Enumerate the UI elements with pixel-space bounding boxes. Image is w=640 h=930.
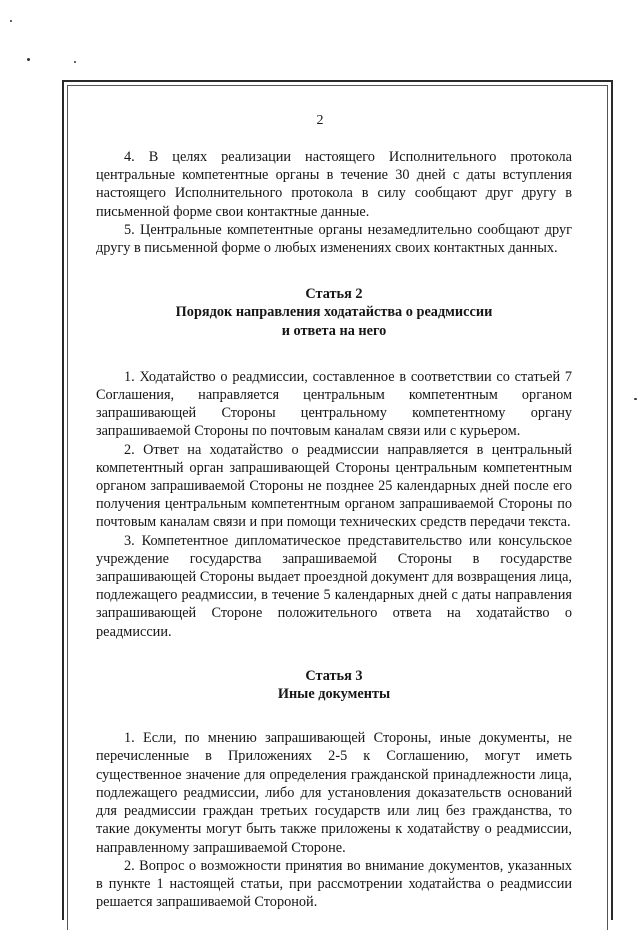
article-2-number: Статья 2 (305, 286, 363, 303)
paragraph-1-5: 5. Центральные компетентные органы незамедлительно сообщают друг другу в письменной форме о любых изменениях своих контактных данных. (96, 221, 572, 257)
article-2-title-line-2: и ответа на него (281, 322, 387, 339)
article-3-number: Статья 3 (305, 667, 363, 684)
article-3-paragraph-2: 2. Вопрос о возможности принятия во внимание документов, указанных в пункте 1 настоящей статьи, при рассмотрении ходатайства о реадмиссии решается запрашиваемой Стороной. (96, 857, 572, 911)
paragraph-1-4: 4. В целях реализации настоящего Исполнительного протокола центральные компетентные органы в течение 30 дней с даты вступления настоящего Исполнительного протокола в силу сообщают друг другу в письменной форме свои контактные данные. (96, 149, 572, 220)
article-3-title: Иные документы (277, 686, 391, 703)
article-2-title-line-1: Порядок направления ходатайства о реадмиссии (175, 304, 493, 321)
article-2-paragraph-1: 1. Ходатайство о реадмиссии, составленное в соответствии со статьей 7 Соглашения, направляется центральным компетентным органом запрашивающей Стороны центральному компетентному органу запрашиваемой Стороны по почтовым каналам связи или с курьером. (96, 368, 572, 440)
article-3-paragraph-1: 1. Если, по мнению запрашивающей Стороны, иные документы, не перечисленные в Приложениях 2-5 к Соглашению, могут иметь существенное значение для определения гражданской принадлежности лица, подлежащего реадмиссии, либо для установления доказательств оснований для реадмиссии граждан третьих государств или лиц без гражданства, то такие документы могут быть также приложены к ходатайству о реадмиссии, направленному запрашиваемой Стороне. (96, 730, 572, 856)
page-number: 2 (316, 113, 324, 128)
article-2-paragraph-2: 2. Ответ на ходатайство о реадмиссии направляется в центральный компетентный орган запрашивающей Стороны центральным компетентным органом запрашиваемой Стороны не позднее 25 календарных дней после его получения центральным компетентным органом запрашиваемой Стороны по почтовым каналам связи и при помощи технических средств передачи текста. (96, 441, 572, 531)
document-body (96, 148, 572, 911)
article-2-paragraph-3: 3. Компетентное дипломатическое представительство или консульское учреждение государства запрашиваемой Стороны в государстве запрашивающей Стороны выдает проездной документ для возвращения лица, подлежащего реадмиссии, в течение 5 календарных дней с даты направления запрашивающей Стороне положительного ответа на ходатайство о реадмиссии. (96, 532, 572, 640)
